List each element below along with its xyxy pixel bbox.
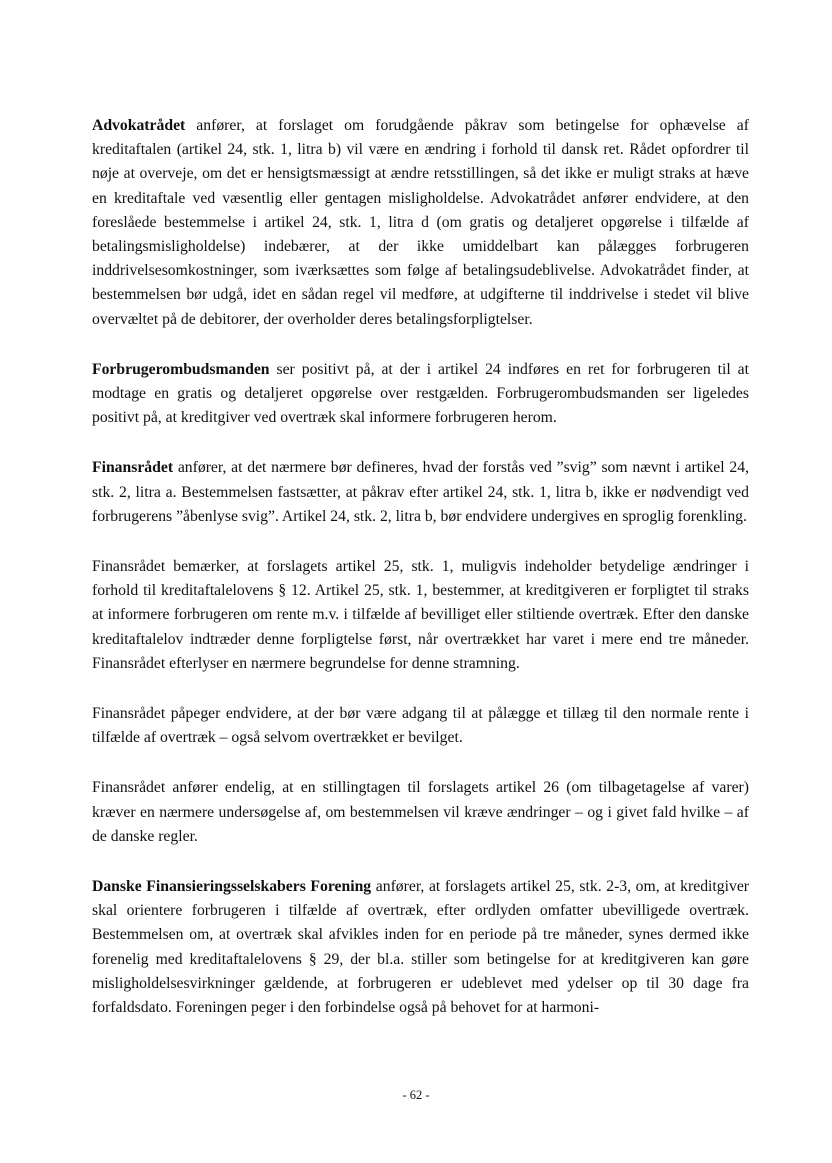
- paragraph-body: ser positivt på, at der i artikel 24 indføres en ret for forbrugeren til at modtage en gratis og detaljeret opgørelse over restgælden. Forbrugerombudsmanden ser ligeledes positivt på, at kreditgiver ved overtræk skal informere forbrugeren herom.: [92, 360, 749, 427]
- page-number: - 62 -: [402, 1088, 430, 1102]
- paragraph-body: Finansrådet bemærker, at forslagets artikel 25, stk. 1, muligvis indeholder betydelige ændringer i forhold til kreditaftalelovens § 12. Artikel 25, stk. 1, bestemmer, at kreditgiveren er forpligtet til straks at informere forbrugeren om rente m.v. i tilfælde af bevilliget eller stiltiende overtræk. Efter den danske kreditaftalelov indtræder denne forpligtelse først, når overtrækket har varet i mere end tre måneder. Finansrådet efterlyser en nærmere begrundelse for denne stramning.: [92, 558, 749, 672]
- paragraph-finansraadet-svig: [92, 456, 749, 529]
- paragraph-body: Finansrådet påpeger endvidere, at der bør være adgang til at pålægge et tillæg til den normale rente i tilfælde af overtræk – også selvom overtrækket er bevilget.: [92, 705, 749, 747]
- paragraph-finansraadet-artikel-25: [92, 555, 749, 676]
- paragraph-body: Finansrådet anfører endelig, at en stillingtagen til forslagets artikel 26 (om tilbagetagelse af varer) kræver en nærmere undersøgelse af, om bestemmelsen vil kræve ændringer – og i givet fald hvilke – af de danske regler.: [92, 779, 749, 845]
- paragraph-lead: Danske Finansieringsselskabers Forening: [92, 878, 372, 896]
- paragraph-danske-finansieringsselskabers-forening: [92, 875, 749, 1020]
- paragraph-advokatraadet: [92, 114, 749, 332]
- paragraph-forbrugerombudsmanden: [92, 358, 749, 431]
- paragraph-body: anfører, at forslaget om forudgående påkrav som betingelse for ophævelse af kreditaftalen (artikel 24, stk. 1, litra b) vil være en ændring i forhold til dansk ret. Rådet opfordrer til nøje at overveje, om det er hensigtsmæssigt at ændre retsstillingen, så det ikke er muligt straks at hæve en kreditaftale ved væsentlig eller gentagen misligholdelse. Advokatrådet anfører endvidere, at den foreslåede bestemmelse i artikel 24, stk. 1, litra d (om gratis og detaljeret opgørelse i tilfælde af betalingsmisligholdelse) indebærer, at der ikke umiddelbart kan pålægges forbrugeren inddrivelsesomkostninger, som iværksættes som følge af betalingsudeblivelse. Advokatrådet finder, at bestemmelsen bør udgå, idet en sådan regel vil medføre, at udgifterne til inddrivelse i stedet vil blive overvæltet på de debitorer, der overholder deres betalingsforpligtelser.: [92, 117, 749, 328]
- paragraph-finansraadet-artikel-26: [92, 776, 749, 849]
- paragraph-lead: Finansrådet: [92, 459, 174, 477]
- paragraph-lead: Advokatrådet: [92, 117, 186, 134]
- document-page: [92, 114, 749, 1046]
- paragraph-lead: Forbrugerombudsmanden: [92, 360, 270, 378]
- paragraph-body: anfører, at det nærmere bør defineres, hvad der forstås ved ”svig” som nævnt i artikel 24, stk. 2, litra a. Bestemmelsen fastsætter, at påkrav efter artikel 24, stk. 1, litra b, ikke er nødvendigt ved forbrugerens ”åbenlyse svig”. Artikel 24, stk. 2, litra b, bør endvidere undergives en sproglig forenkling.: [92, 459, 749, 525]
- paragraph-body: anfører, at forslagets artikel 25, stk. 2-3, om, at kreditgiver skal orientere forbrugeren i tilfælde af overtræk, efter ordlyden omfatter ubevilligede overtræk. Bestemmelsen om, at overtræk skal afvikles inden for en periode på tre måneder, synes dermed ikke forenelig med kreditaftalelovens § 29, der bl.a. stiller som betingelse for at kreditgiveren kan gøre misligholdelsesvirkninger gældende, at forbrugeren er udeblevet med ydelser op til 30 dage fra forfaldsdato. Foreningen peger i den forbindelse også på behovet for at harmoni-: [92, 878, 750, 1017]
- paragraph-finansraadet-tillaeg: [92, 702, 749, 750]
